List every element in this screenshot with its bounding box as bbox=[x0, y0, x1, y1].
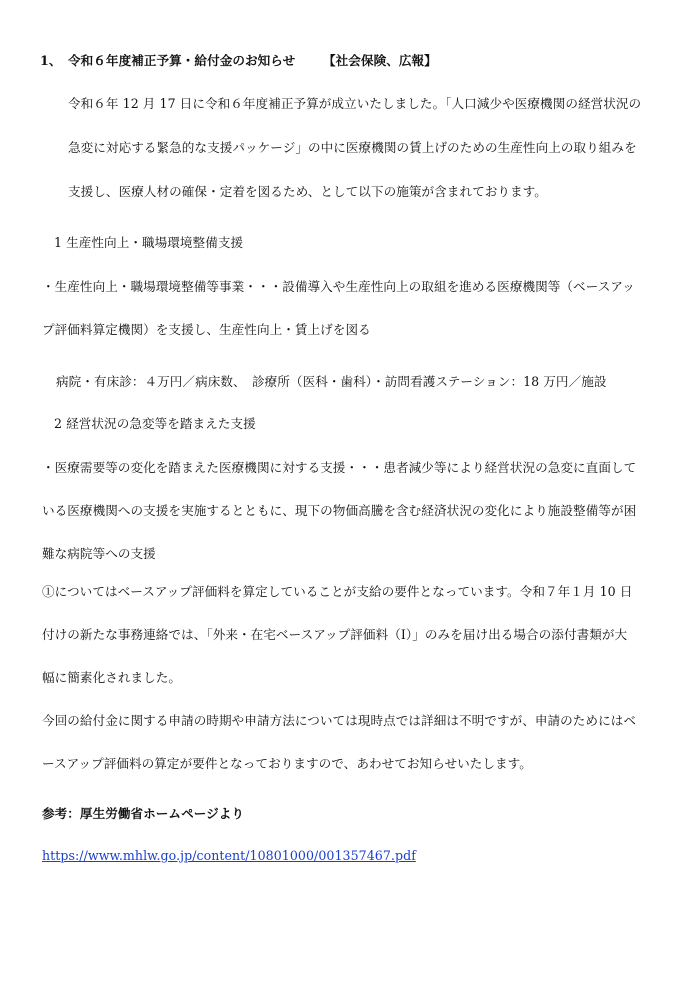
item2-desc-line-1: ・医療需要等の変化を踏まえた医療機関に対する支援・・・患者減少等により経営状況の急変に直面して bbox=[42, 460, 637, 475]
note1-line-2: 付けの新たな事務連絡では、「外来・在宅ベースアップ評価料（Ⅰ）」のみを届け出る場合の添付書類が大 bbox=[42, 627, 628, 642]
reference-link[interactable]: https://www.mhlw.go.jp/content/10801000/001357467.pdf bbox=[42, 848, 416, 863]
item1-desc-line-2: プ評価料算定機関）を支援し、生産性向上・賃上げを図る bbox=[42, 322, 371, 337]
note1-line-3: 幅に簡素化されました。 bbox=[42, 670, 182, 685]
note1-line-1: ①についてはベースアップ評価料を算定していることが支給の要件となっています。令和７年１月 10 日 bbox=[42, 584, 633, 599]
item1-amounts: 病院・有床診：４万円／病床数、 診療所（医科・歯科）・訪問看護ステーション：18 万円／施設 bbox=[56, 374, 607, 389]
reference-label: 参考：厚生労働省ホームページより bbox=[42, 806, 245, 821]
item2-desc-line-3: 難な病院等への支援 bbox=[42, 546, 156, 561]
intro-line-1: 令和６年 12 月 17 日に令和６年度補正予算が成立いたしました。「人口減少や医療機関の経営状況の bbox=[68, 96, 642, 111]
note2-line-1: 今回の給付金に関する申請の時期や申請方法については現時点では詳細は不明ですが、申請のためにはベ bbox=[42, 713, 637, 728]
section-title: 令和６年度補正予算・給付金のお知らせ bbox=[68, 53, 296, 68]
item2-heading: 2 経営状況の急変等を踏まえた支援 bbox=[54, 416, 256, 431]
item2-desc-line-2: いる医療機関への支援を実施するとともに、現下の物価高騰を含む経済状況の変化により施設整備等が困 bbox=[42, 503, 637, 518]
note2-line-2: ースアップ評価料の算定が要件となっておりますので、あわせてお知らせいたします。 bbox=[42, 756, 532, 771]
item1-heading: 1 生産性向上・職場環境整備支援 bbox=[54, 235, 244, 250]
section-tag: 【社会保険、広報】 bbox=[323, 53, 437, 68]
item1-desc-line-1: ・生産性向上・職場環境整備等事業・・・設備導入や生産性向上の取組を進める医療機関等（ベースアッ bbox=[42, 279, 635, 294]
section-number: 1、 bbox=[40, 53, 62, 68]
intro-line-3: 支援し、医療人材の確保・定着を図るため、として以下の施策が含まれております。 bbox=[68, 184, 547, 199]
intro-line-2: 急変に対応する緊急的な支援パッケージ」の中に医療機関の賃上げのための生産性向上の取り組みを bbox=[68, 140, 637, 155]
